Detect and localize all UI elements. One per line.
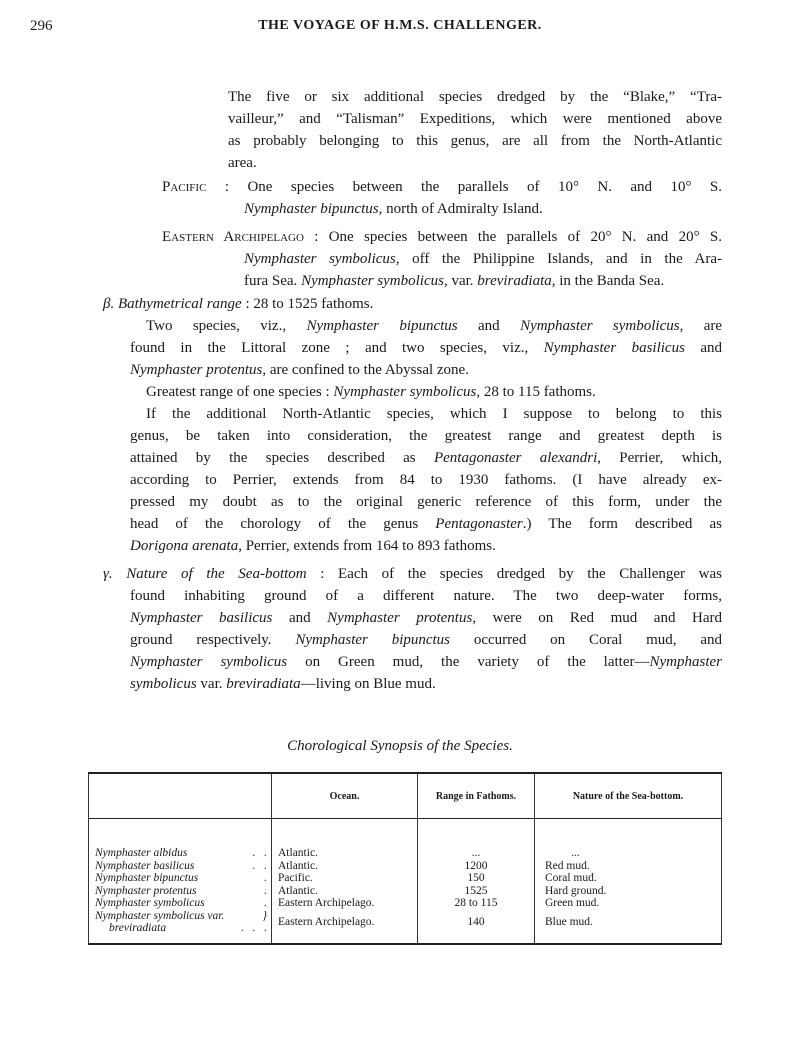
header-ocean: Ocean. bbox=[272, 773, 418, 819]
text-segment: Pentagonaster bbox=[435, 516, 523, 532]
text-segment: Nymphaster symbolicus bbox=[244, 251, 396, 267]
table-body-row bbox=[89, 819, 722, 944]
text-segment: head of the chorology of the genus bbox=[130, 516, 436, 532]
species-cell: Nymphaster symbolicus var. } bbox=[95, 909, 267, 922]
page-number: 296 bbox=[30, 18, 53, 34]
text-segment: Greatest range of one species : bbox=[146, 384, 334, 400]
text-line bbox=[103, 563, 722, 585]
text-segment: pressed my doubt as to the original generic reference of this form, under the bbox=[130, 494, 722, 510]
text-segment: .) The form described as bbox=[522, 516, 722, 532]
text-segment: : Each of the species dredged by the Challenger was bbox=[306, 566, 722, 582]
text-segment: Pentagonaster alexandri bbox=[433, 450, 598, 466]
paragraph-sea-bottom bbox=[103, 563, 722, 695]
text-segment: , are confined to the Abyssal zone. bbox=[262, 362, 469, 378]
text-segment: —living on Blue mud. bbox=[300, 676, 436, 692]
text-segment: Nymphaster symbolicus bbox=[301, 273, 444, 289]
text-line bbox=[146, 381, 722, 403]
text-segment: area. bbox=[228, 155, 257, 171]
text-segment: Nymphaster basilicus bbox=[543, 340, 685, 356]
table-header-row bbox=[89, 773, 722, 819]
text-line bbox=[244, 248, 722, 270]
text-line bbox=[130, 425, 722, 447]
text-segment: , in the Banda Sea. bbox=[551, 273, 665, 289]
ocean-cell: Atlantic. bbox=[278, 859, 318, 872]
range-cell: 1200 bbox=[464, 859, 488, 872]
text-segment: attained by the species described as bbox=[130, 450, 434, 466]
species-cell: Nymphaster albidus . . bbox=[95, 847, 267, 859]
text-segment: and bbox=[272, 610, 328, 626]
text-segment: Nymphaster bipunctus bbox=[244, 201, 379, 217]
text-line bbox=[103, 293, 722, 315]
text-segment: Nymphaster bipunctus bbox=[306, 318, 458, 334]
text-line bbox=[146, 403, 722, 425]
text-segment: on Green mud, the variety of the latter— bbox=[287, 654, 650, 670]
ocean-column bbox=[272, 819, 418, 944]
text-segment: , 28 to 115 fathoms. bbox=[476, 384, 596, 400]
text-segment: according to Perrier, extends from 84 to 1930 fathoms. (I have already ex- bbox=[130, 472, 722, 488]
text-segment: Two species, viz., bbox=[146, 318, 307, 334]
text-segment: Nymphaster symbolicus bbox=[130, 654, 288, 670]
text-segment: found in the Littoral zone ; and two species, viz., bbox=[130, 340, 544, 356]
text-segment: and bbox=[457, 318, 521, 334]
range-cell: 140 bbox=[467, 915, 485, 928]
text-segment: The five or six additional species dredged by the “Blake,” “Tra- bbox=[228, 89, 722, 105]
text-line bbox=[244, 198, 722, 220]
table-caption: Chorological Synopsis of the Species. bbox=[287, 738, 513, 754]
sea-bottom-column bbox=[535, 819, 722, 944]
text-segment: vailleur,” and “Talisman” Expeditions, which were mentioned above bbox=[228, 111, 722, 127]
running-title: THE VOYAGE OF H.M.S. CHALLENGER. bbox=[258, 18, 542, 33]
sea-bottom-cell: Coral mud. bbox=[545, 872, 597, 884]
text-line bbox=[146, 315, 722, 337]
range-cell: 28 to 115 bbox=[454, 897, 498, 909]
text-segment: symbolicus bbox=[130, 676, 197, 692]
paragraph-greatest-range bbox=[130, 381, 722, 403]
paragraph-pacific bbox=[162, 176, 722, 220]
running-header bbox=[0, 18, 800, 40]
text-segment: Nymphaster symbolicus bbox=[333, 384, 477, 400]
text-segment: as probably belonging to this genus, are all from the North-Atlantic bbox=[228, 133, 722, 149]
text-line bbox=[130, 535, 722, 557]
text-segment: occurred on Coral mud, and bbox=[450, 632, 722, 648]
text-segment: β. Bathymetrical range bbox=[103, 296, 242, 312]
text-segment: γ. Nature of the Sea-bottom bbox=[103, 566, 307, 582]
text-segment: , var. bbox=[443, 273, 478, 289]
text-line bbox=[130, 585, 722, 607]
species-column bbox=[89, 819, 272, 944]
text-segment: and bbox=[684, 340, 722, 356]
text-segment: , north of Admiralty Island. bbox=[378, 201, 543, 217]
text-line bbox=[228, 152, 722, 174]
text-line bbox=[162, 176, 722, 198]
header-species bbox=[89, 773, 272, 819]
text-segment: : One species between the parallels of 20° N. and 20° S. bbox=[303, 229, 723, 245]
text-segment: Dorigona arenata bbox=[130, 538, 239, 554]
text-segment: breviradiata bbox=[226, 676, 301, 692]
range-cell: 1525 bbox=[464, 884, 488, 897]
text-segment: found inhabiting ground of a different nature. The two deep-water forms, bbox=[130, 588, 722, 604]
text-line bbox=[228, 108, 722, 130]
text-segment: , Perrier, which, bbox=[597, 450, 722, 466]
paragraph-eastern-archipelago bbox=[162, 226, 722, 292]
range-column bbox=[418, 819, 535, 944]
text-line bbox=[130, 469, 722, 491]
text-line bbox=[130, 359, 722, 381]
ocean-cell: Atlantic. bbox=[278, 847, 318, 859]
header-sea-bottom: Nature of the Sea-bottom. bbox=[535, 773, 722, 819]
text-segment: , are bbox=[679, 318, 723, 334]
ocean-cell: Eastern Archipelago. bbox=[278, 897, 375, 909]
text-line bbox=[130, 447, 722, 469]
species-cell: Nymphaster protentus . bbox=[95, 884, 267, 897]
chorological-synopsis-table bbox=[88, 772, 722, 945]
range-cell: 150 bbox=[467, 872, 485, 884]
text-segment: ground respectively. bbox=[130, 632, 296, 648]
sea-bottom-cell: Hard ground. bbox=[545, 884, 607, 897]
ocean-cell: Pacific. bbox=[278, 872, 313, 884]
paragraph-zones bbox=[130, 315, 722, 381]
text-segment: Pacific bbox=[162, 179, 207, 195]
text-segment: Nymphaster bipunctus bbox=[295, 632, 451, 648]
text-segment: Nymphaster basilicus bbox=[130, 610, 273, 626]
species-cell: Nymphaster symbolicus . bbox=[95, 897, 267, 909]
body-text bbox=[103, 86, 722, 695]
species-cell: Nymphaster basilicus . . bbox=[95, 859, 267, 872]
text-segment: , Perrier, extends from 164 to 893 fathoms. bbox=[238, 538, 496, 554]
text-segment: Nymphaster protentus bbox=[130, 362, 263, 378]
sea-bottom-cell: Blue mud. bbox=[545, 915, 593, 928]
species-cell: breviradiata . . . bbox=[109, 922, 267, 934]
text-segment: , were on Red mud and Hard bbox=[472, 610, 722, 626]
text-segment: breviradiata bbox=[477, 273, 552, 289]
text-line bbox=[130, 337, 722, 359]
text-line bbox=[130, 629, 722, 651]
sea-bottom-cell: Green mud. bbox=[545, 897, 600, 909]
text-segment: If the additional North-Atlantic species, which I suppose to belong to this bbox=[146, 406, 722, 422]
text-line bbox=[244, 270, 722, 292]
text-segment: Nymphaster bbox=[649, 654, 722, 670]
text-segment: fura Sea. bbox=[244, 273, 302, 289]
text-segment: , off the Philippine Islands, and in the Ara- bbox=[395, 251, 722, 267]
text-segment: Nymphaster symbolicus bbox=[520, 318, 680, 334]
text-segment: var. bbox=[196, 676, 227, 692]
paragraph-other-species bbox=[228, 86, 722, 174]
paragraph-north-atlantic bbox=[130, 403, 722, 557]
text-segment: : One species between the parallels of 10° N. and 10° S. bbox=[206, 179, 722, 195]
text-segment: genus, be taken into consideration, the greatest range and greatest depth is bbox=[130, 428, 722, 444]
paragraph-bathymetrical-range bbox=[103, 293, 722, 315]
text-segment: Eastern Archipelago bbox=[162, 229, 304, 245]
text-line bbox=[228, 86, 722, 108]
sea-bottom-cell: ... bbox=[571, 847, 580, 859]
text-segment: : 28 to 1525 fathoms. bbox=[241, 296, 374, 312]
ocean-cell: Eastern Archipelago. bbox=[278, 915, 375, 928]
text-line bbox=[130, 673, 722, 695]
text-line bbox=[162, 226, 722, 248]
text-line bbox=[228, 130, 722, 152]
text-line bbox=[130, 491, 722, 513]
text-line bbox=[130, 607, 722, 629]
ocean-cell: Atlantic. bbox=[278, 884, 318, 897]
species-cell: Nymphaster bipunctus . bbox=[95, 872, 267, 884]
text-line bbox=[130, 651, 722, 673]
range-cell: ... bbox=[471, 847, 481, 859]
sea-bottom-cell: Red mud. bbox=[545, 859, 590, 872]
text-line bbox=[130, 513, 722, 535]
header-range: Range in Fathoms. bbox=[418, 773, 535, 819]
text-segment: Nymphaster protentus bbox=[327, 610, 473, 626]
